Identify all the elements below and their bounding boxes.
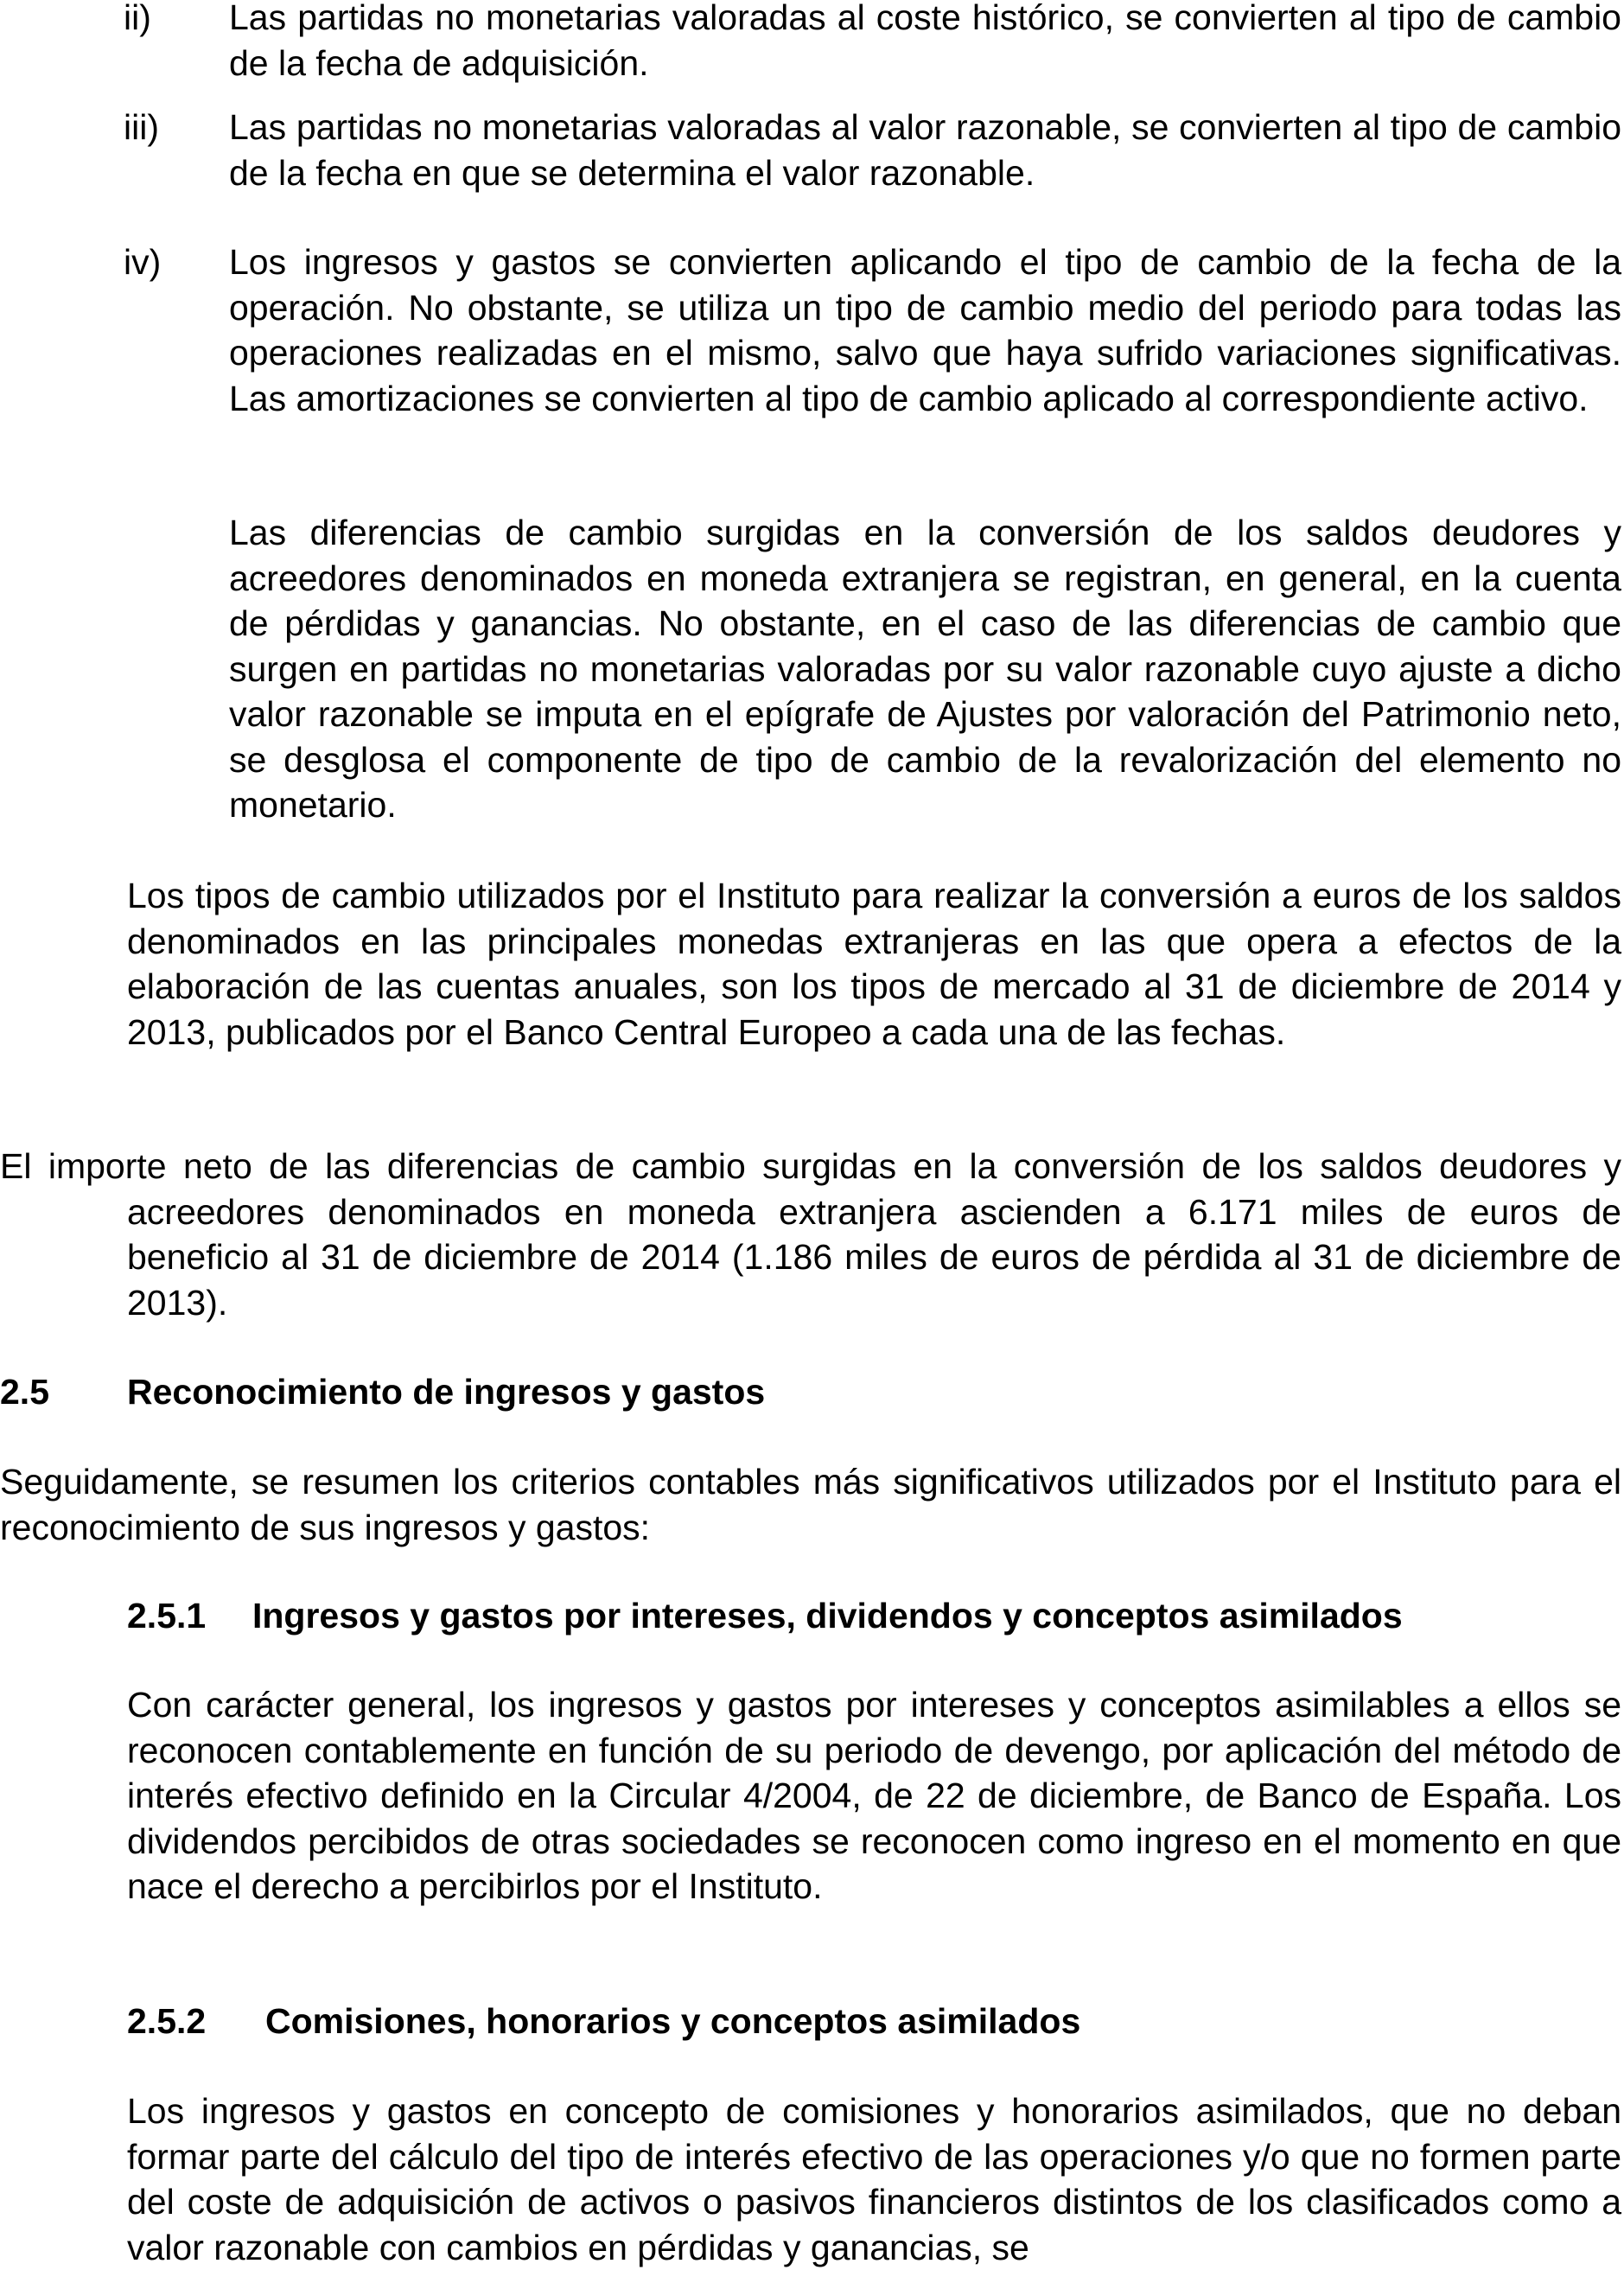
section-body: Los ingresos y gastos en concepto de comisiones y honorarios asimilados, que no deban formar parte del cálculo del tipo de interés efectivo de las operaciones y/o que no formen parte del coste de adquisición de activos o pasivos financieros distintos de los clasificados como a valor razonable con cambios en pérdidas y ganancias, se [127,2091,1621,2267]
list-item-iv [124,239,1621,421]
list-marker: iii) [124,107,159,147]
exchange-rates-paragraph: Los tipos de cambio utilizados por el Instituto para realizar la conversión a euros de los saldos denominados en las principales monedas extranjeras en las que opera a efectos de la elaboración de las cuentas anuales, son los tipos de mercado al 31 de diciembre de 2014 y 2013, publicados por el Banco Central Europeo a cada una de las fechas. [127,876,1621,1052]
section-number: 2.5.1 [127,1596,207,1636]
list-item-ii [124,0,1621,86]
section-body: Con carácter general, los ingresos y gastos por intereses y conceptos asimilables a ellos se reconocen contablemente en función de su periodo de devengo, por aplicación del método de interés efectivo definido en la Circular 4/2004, de 22 de diciembre, de Banco de España. Los dividendos percibidos de otras sociedades se reconocen como ingreso en el momento en que nace el derecho a percibirlos por el Instituto. [127,1685,1621,1906]
list-item-iii [124,105,1621,195]
section-heading-2-5 [0,1369,765,1415]
section-heading-2-5-1 [127,1593,1403,1639]
list-item-text: Los ingresos y gastos se convierten aplicando el tipo de cambio de la fecha de la operación. No obstante, se utiliza un tipo de cambio medio del periodo para todas las operaciones realizadas en el mismo, salvo que haya sufrido variaciones significativas. Las amortizaciones se convierten al tipo de cambio aplicado al correspondiente activo. [229,242,1621,418]
list-marker: ii) [124,0,151,37]
section-intro: Seguidamente, se resumen los criterios contables más significativos utilizados por el Instituto para el reconocimiento de sus ingresos y gastos: [0,1462,1621,1547]
section-heading-2-5-2 [127,1999,1080,2044]
section-number: 2.5.2 [127,2001,207,2041]
section-title: Comisiones, honorarios y conceptos asimilados [265,2001,1081,2041]
section-title: Ingresos y gastos por intereses, dividendos y conceptos asimilados [252,1596,1403,1636]
net-amount-paragraph: El importe neto de las diferencias de cambio surgidas en la conversión de los saldos deudores y acreedores denominados en moneda extranjera ascienden a 6.171 miles de euros de beneficio al 31 de diciembre de 2014 (1.186 miles de euros de pérdida al 31 de diciembre de 2013). [0,1146,1621,1323]
list-item-text: Las partidas no monetarias valoradas al coste histórico, se convierten al tipo de cambio de la fecha de adquisición. [229,0,1621,83]
section-number: 2.5 [0,1372,49,1412]
section-title: Reconocimiento de ingresos y gastos [127,1372,766,1412]
exchange-differences-paragraph: Las diferencias de cambio surgidas en la conversión de los saldos deudores y acreedores denominados en moneda extranjera se registran, en general, en la cuenta de pérdidas y ganancias. No obstante, en el caso de las diferencias de cambio que surgen en partidas no monetarias valoradas por su valor razonable cuyo ajuste a dicho valor razonable se imputa en el epígrafe de Ajustes por valoración del Patrimonio neto, se desglosa el componente de tipo de cambio de la revalorización del elemento no monetario. [229,513,1621,825]
list-item-text: Las partidas no monetarias valoradas al valor razonable, se convierten al tipo de cambio de la fecha en que se determina el valor razonable. [229,107,1621,193]
list-marker: iv) [124,242,162,282]
